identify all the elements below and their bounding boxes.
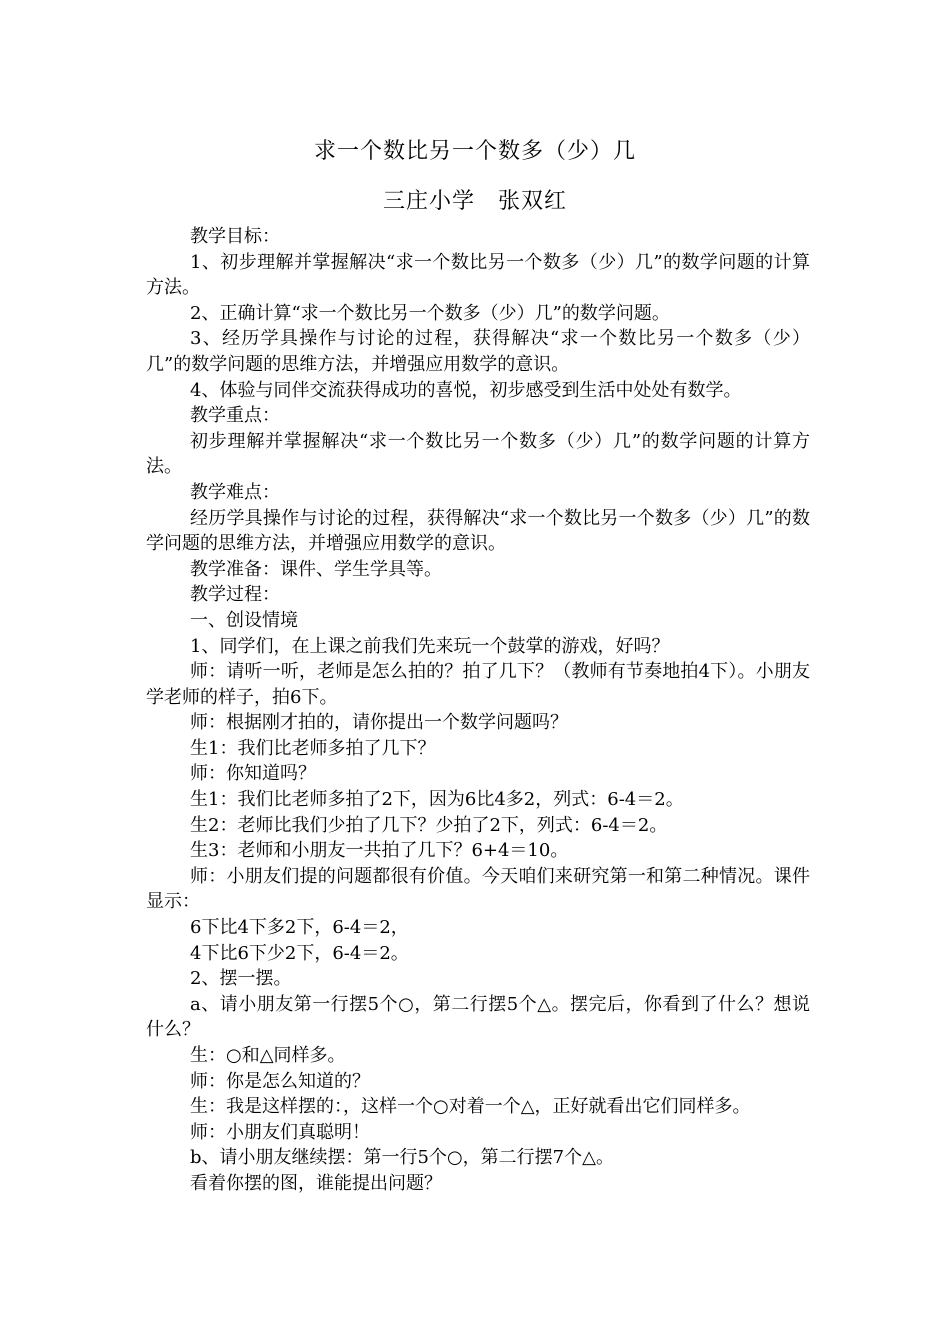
paragraph: 生2：老师比我们少拍了几下？少拍了2下，列式：6-4＝2。 (190, 814, 668, 836)
paragraph: 初步理解并掌握解决“求一个数比另一个数多（少）几”的数学问题的计算方法。 (146, 430, 810, 478)
paragraph: 6下比4下多2下，6-4＝2， (190, 917, 409, 939)
paragraph: 教学重点： (190, 405, 280, 427)
paragraph: 教学过程： (190, 584, 280, 606)
paragraph: 生3：老师和小朋友一共拍了几下？6+4＝10。 (190, 840, 569, 862)
paragraph: 经历学具操作与讨论的过程，获得解决“求一个数比另一个数多（少）几”的数学问题的思维方法，并增强应用数学的意识。 (146, 507, 810, 555)
paragraph: 师：小朋友们提的问题都很有价值。今天咱们来研究第一和第二种情况。课件显示： (146, 865, 810, 913)
paragraph: 师：你是怎么知道的？ (190, 1070, 370, 1092)
paragraph: 2、摆一摆。 (190, 968, 292, 990)
paragraph: 生1：我们比老师多拍了几下？ (190, 737, 436, 759)
paragraph: 看着你摆的图，谁能提出问题？ (190, 1172, 442, 1194)
paragraph: 教学目标： (190, 226, 280, 247)
paragraph: 1、初步理解并掌握解决“求一个数比另一个数多（少）几”的数学问题的计算方法。 (146, 251, 810, 299)
paragraph: a、请小朋友第一行摆5个○，第二行摆5个△。摆完后，你看到了什么？想说什么？ (146, 993, 810, 1041)
paragraph: b、请小朋友继续摆：第一行5个○，第二行摆7个△。 (190, 1147, 614, 1169)
paragraph: 生：○和△同样多。 (190, 1045, 346, 1066)
document-title: 求一个数比另一个数多（少）几 (313, 139, 636, 164)
paragraph: 1、同学们，在上课之前我们先来玩一个鼓掌的游戏，好吗？ (190, 635, 670, 657)
document-author: 三庄小学 张双红 (382, 189, 567, 214)
paragraph: 生：我是这样摆的：，这样一个○对着一个△，正好就看出它们同样多。 (190, 1096, 751, 1118)
paragraph: 2、正确计算“求一个数比另一个数多（少）几”的数学问题。 (190, 302, 670, 324)
paragraph: 4下比6下少2下，6-4＝2。 (190, 942, 409, 964)
paragraph: 师：根据刚才拍的，请你提出一个数学问题吗？ (190, 712, 568, 734)
paragraph: 教学准备：课件、学生学具等。 (190, 558, 442, 580)
paragraph: 生1：我们比老师多拍了2下，因为6比4多2，列式：6-4＝2。 (190, 789, 684, 811)
paragraph: 一、创设情境 (190, 609, 298, 631)
paragraph: 师：小朋友们真聪明！ (190, 1121, 370, 1143)
paragraph: 3、经历学具操作与讨论的过程，获得解决“求一个数比另一个数多（少）几”的数学问题的思维方法，并增强应用数学的意识。 (146, 328, 810, 375)
paragraph: 师：请听一听，老师是怎么拍的？拍了几下？（教师有节奏地拍4下）。小朋友学老师的样子，拍6下。 (146, 661, 810, 708)
document-body (146, 224, 810, 1197)
paragraph: 4、体验与同伴交流获得成功的喜悦，初步感受到生活中处处有数学。 (190, 379, 742, 401)
paragraph: 教学难点： (190, 481, 280, 503)
paragraph: 师：你知道吗？ (190, 763, 316, 785)
